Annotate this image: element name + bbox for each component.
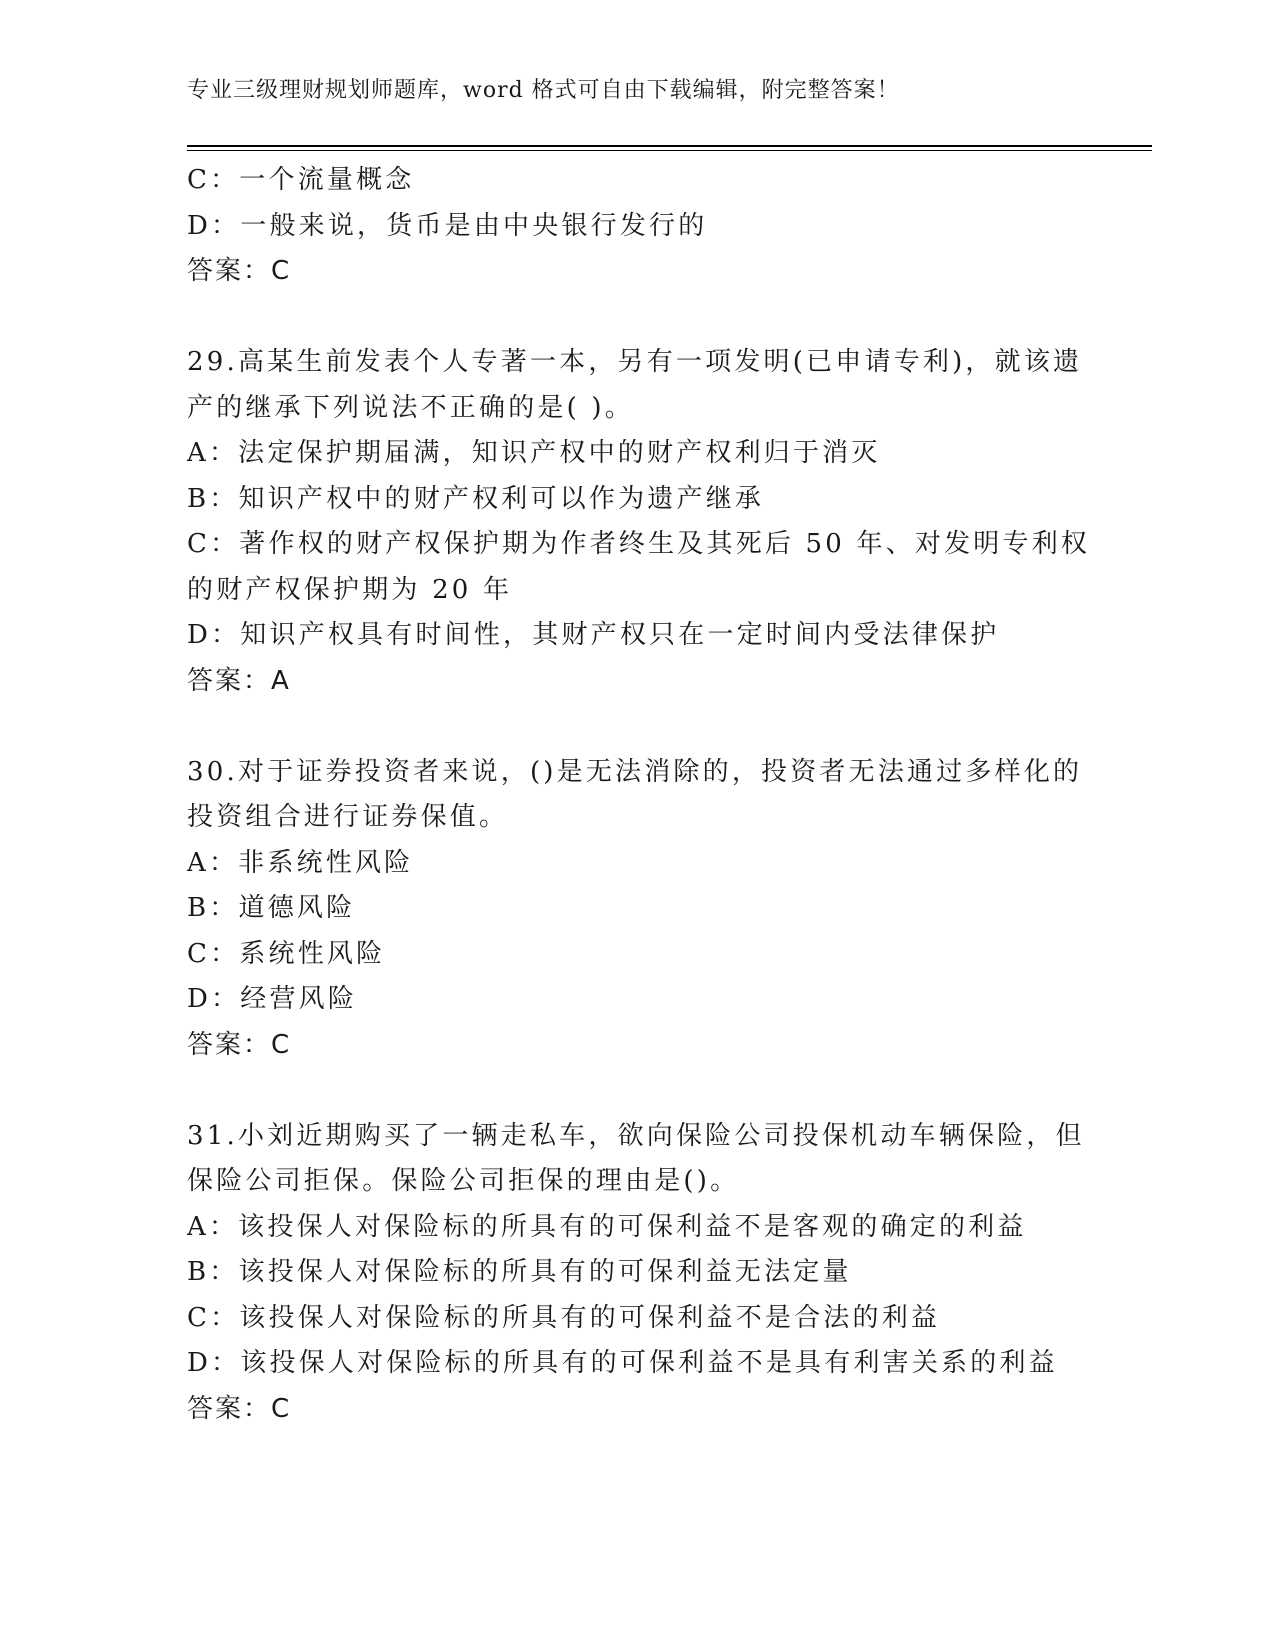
option-line: C：系统性风险: [187, 938, 386, 969]
question-31: [187, 1114, 1087, 1433]
option-line: C：该投保人对保险标的所具有的可保利益不是合法的利益: [187, 1302, 941, 1333]
option-line: D：该投保人对保险标的所具有的可保利益不是具有利害关系的利益: [187, 1348, 1058, 1378]
question-stem-line: 29.高某生前发表个人专著一本，另有一项发明(已申请专利)，就该遗: [187, 347, 1083, 377]
header-rule-thin: [187, 150, 1152, 151]
option-line: B：道德风险: [187, 893, 356, 923]
answer-line: 答案：C: [187, 1029, 292, 1060]
header-rule-thick: [187, 145, 1152, 147]
option-line: D：知识产权具有时间性，其财产权只在一定时间内受法律保护: [187, 620, 1000, 650]
document-body: [187, 158, 1091, 1432]
option-line: B：知识产权中的财产权利可以作为遗产继承: [187, 483, 765, 514]
option-line: C：著作权的财产权保护期为作者终生及其死后 50 年、对发明专利权: [187, 529, 1091, 559]
question-29: [187, 340, 1091, 704]
question-stem-line: 31.小刘近期购买了一辆走私车，欲向保险公司投保机动车辆保险，但: [187, 1120, 1085, 1151]
question-stem-line: 产的继承下列说法不正确的是( )。: [187, 392, 634, 423]
option-line: D：经营风险: [187, 984, 358, 1014]
option-line: 的财产权保护期为 20 年: [187, 574, 513, 605]
carry-over-question: [187, 158, 1087, 295]
answer-line: 答案：A: [187, 665, 291, 696]
question-stem-line: 投资组合进行证券保值。: [187, 802, 509, 832]
answer-line: 答案：C: [187, 1393, 292, 1424]
page-header: 专业三级理财规划师题库，word 格式可自由下载编辑，附完整答案！: [187, 78, 900, 103]
option-line: A：法定保护期届满，知识产权中的财产权利归于消灭: [187, 438, 881, 468]
question-stem-line: 保险公司拒保。保险公司拒保的理由是()。: [187, 1166, 740, 1196]
question-stem-line: 30.对于证券投资者来说，()是无法消除的，投资者无法通过多样化的: [187, 756, 1083, 787]
option-line: A：非系统性风险: [187, 847, 414, 878]
question-30: [187, 750, 1087, 1069]
option-line: B：该投保人对保险标的所具有的可保利益无法定量: [187, 1257, 852, 1287]
answer-line: 答案：C: [187, 256, 292, 286]
option-line: D：一般来说，货币是由中央银行发行的: [187, 210, 708, 241]
option-line: C：一个流量概念: [187, 165, 415, 195]
option-line: A：该投保人对保险标的所具有的可保利益不是客观的确定的利益: [187, 1211, 1027, 1242]
